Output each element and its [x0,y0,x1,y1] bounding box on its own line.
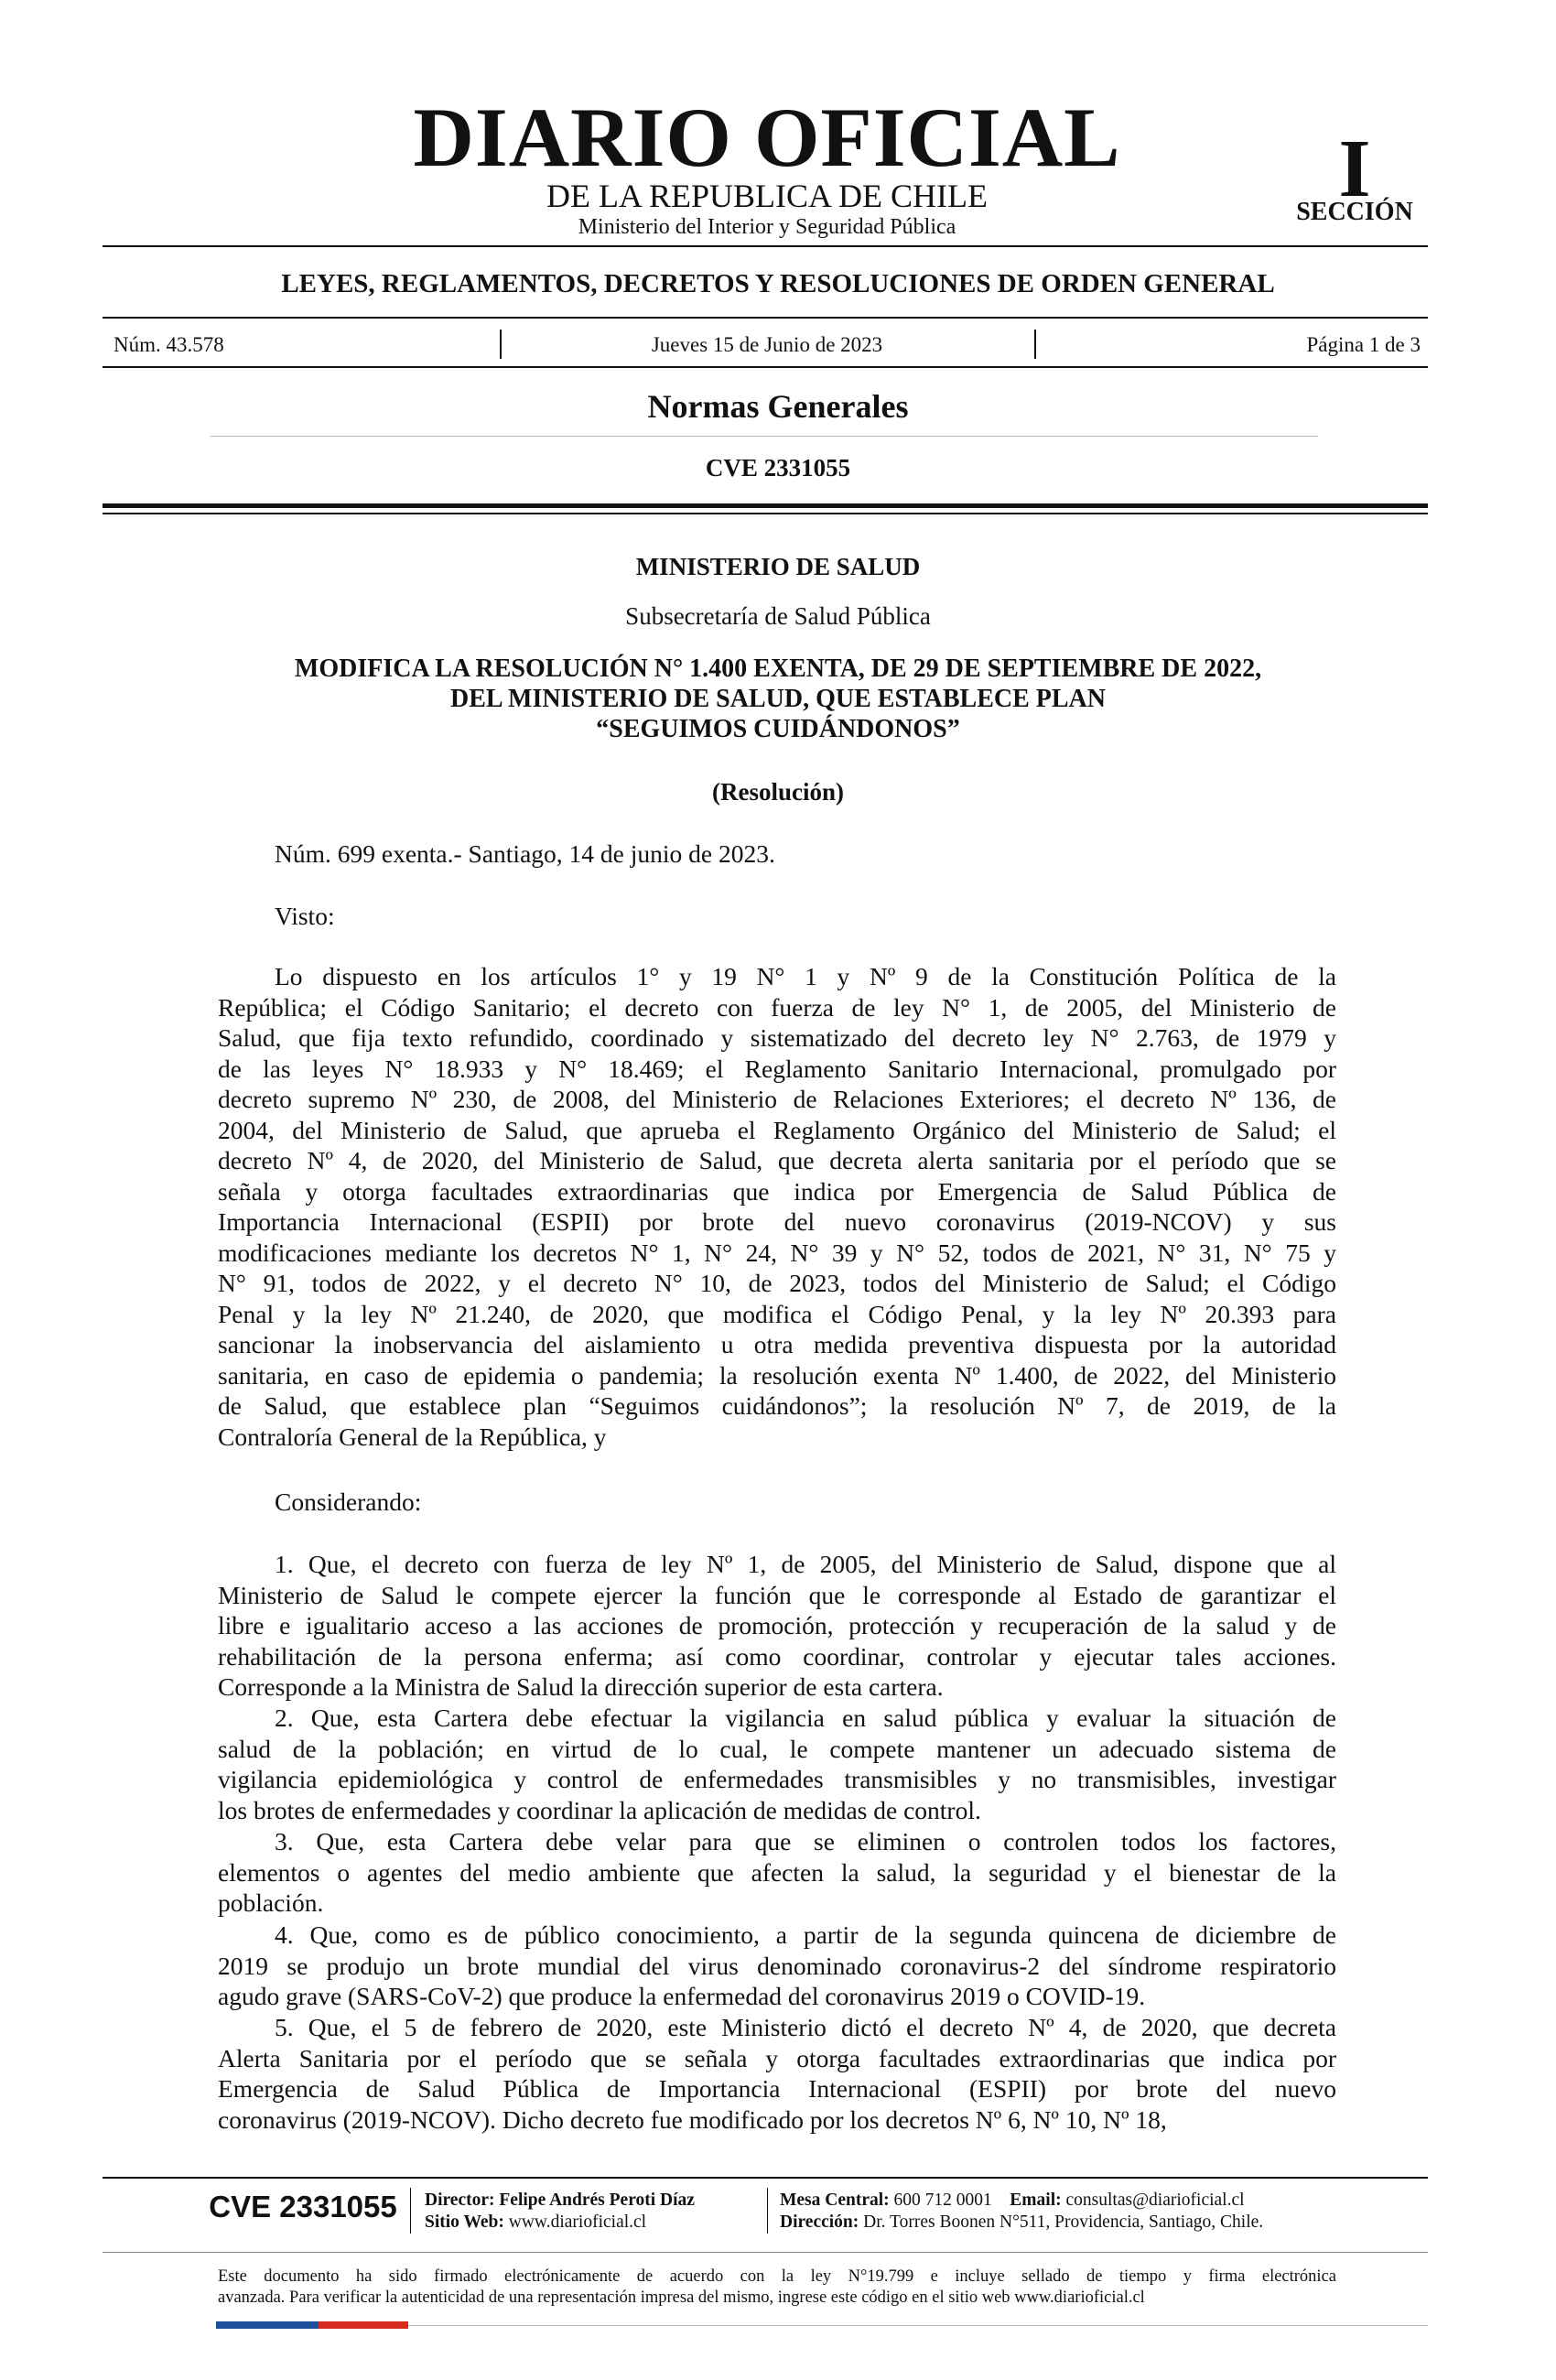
header-double-rule [103,503,1428,508]
paragraph-line: agudo grave (SARS-CoV-2) que produce la enfermedad del coronavirus 2019 o COVID-19. [218,1982,1146,2010]
paragraph-line: población. [218,1888,324,1917]
paragraph-line: decreto Nº 4, de 2020, del Ministerio de Salud, que decreta alerta sanitaria por el período que se [218,1146,1336,1174]
subsecretaria-name: Subsecretaría de Salud Pública [625,602,931,630]
considerando-label: Considerando: [275,1488,422,1516]
paragraph-line: 1. Que, el decreto con fuerza de ley Nº 1, de 2005, del Ministerio de Salud, dispone que al [275,1550,1336,1578]
paragraph-line: elementos o agentes del medio ambiente que afecten la salud, la seguridad y el bienestar de la [218,1857,1336,1887]
footer-website [425,2212,646,2234]
paragraph-line: Lo dispuesto en los artículos 1° y 19 N° 1 y Nº 9 de la Constitución Política de la [275,962,1336,990]
considerando-paragraph [218,1920,1336,2012]
considerando-paragraph [218,2012,1336,2135]
paragraph-line: Alerta Sanitaria por el período que se señala y otorga facultades extraordinarias que indica por [218,2043,1336,2072]
footer-website-link[interactable]: www.diarioficial.cl [508,2212,647,2232]
resolution-type: (Resolución) [712,778,844,806]
paragraph-line: N° 91, todos de 2022, y el decreto N° 10, de 2023, todos del Ministerio de Salud; el Código [218,1269,1336,1297]
paragraph-line: República; el Código Sanitario; el decreto con fuerza de ley N° 1, de 2005, del Ministerio de [218,992,1336,1022]
footer-phone: 600 712 0001 [893,2191,992,2210]
paragraph-line: sanitaria, en caso de epidemia o pandemia; la resolución exenta Nº 1.400, de 2022, del Ministerio [218,1360,1336,1390]
paragraph-line: de las leyes N° 18.933 y N° 18.469; el Reglamento Sanitario Internacional, promulgado por [218,1054,1336,1083]
paragraph-line: coronavirus (2019-NCOV). Dicho decreto fue modificado por los decretos Nº 6, Nº 10, Nº 18, [218,2104,1167,2134]
resolution-title-line: DEL MINISTERIO DE SALUD, QUE ESTABLECE PLAN [450,685,1106,713]
footer-note-rule [103,2252,1428,2253]
issue-number: Núm. 43.578 [113,333,224,356]
footer-bottom-rule [408,2325,1428,2326]
paragraph-line: 4. Que, como es de público conocimiento, a partir de la segunda quincena de diciembre de [275,1920,1336,1949]
masthead-subtitle: DE LA REPUBLICA DE CHILE [546,178,988,214]
section-banner: LEYES, REGLAMENTOS, DECRETOS Y RESOLUCIONES DE ORDEN GENERAL [281,269,1275,298]
considerando-paragraph [218,1549,1336,1703]
paragraph-line: 2004, del Ministerio de Salud, que aprueba el Reglamento Orgánico del Ministerio de Salud; el [218,1115,1336,1144]
section-label: SECCIÓN [1296,198,1413,226]
cve-heading: CVE 2331055 [705,454,851,481]
paragraph-line: decreto supremo Nº 230, de 2008, del Ministerio de Relaciones Exteriores; el decreto Nº 136, de [218,1085,1336,1113]
footer-note [218,2266,1336,2309]
masthead-rule [103,245,1428,247]
footer-note-line: avanzada. Para verificar la autenticidad de una representación impresa del mismo, ingrese este código en el sitio web www.diarioficial.cl [218,2288,1145,2307]
ministry-name: MINISTERIO DE SALUD [635,553,921,580]
footer-email-label: Email: [1010,2191,1062,2210]
paragraph-line: Contraloría General de la República, y [218,1422,607,1451]
footer-rule [103,2177,1428,2179]
footer-director-label: Director: [425,2191,495,2210]
footer-contact [780,2190,1245,2212]
paragraph-line: modificaciones mediante los decretos N° 1, N° 24, N° 39 y N° 52, todos de 2021, N° 31, N° 75 y [218,1238,1336,1267]
section-heading: Normas Generales [647,388,909,425]
paragraph-line: señala y otorga facultades extraordinarias que indica por Emergencia de Salud Pública de [218,1176,1336,1206]
paragraph-line: salud de la población; en virtud de lo cual, le compete mantener un adecuado sistema de [218,1734,1336,1763]
header-double-rule [103,513,1428,514]
footer-address-label: Dirección: [780,2212,859,2232]
considerando-paragraph [218,1703,1336,1825]
footer-note-line: Este documento ha sido firmado electrónicamente de acuerdo con la ley N°19.799 e incluye sellado de tiempo y firma electrónica [218,2267,1336,2286]
masthead-ministry: Ministerio del Interior y Seguridad Pública [578,215,956,239]
flag-strip [216,2321,408,2329]
considerando-paragraph [218,1826,1336,1919]
issue-row [113,333,1421,361]
footer-website-label: Sitio Web: [425,2212,504,2232]
paragraph-line: 5. Que, el 5 de febrero de 2020, este Ministerio dictó el decreto Nº 4, de 2020, que decreta [275,2013,1336,2041]
paragraph-line: de Salud, que establece plan “Seguimos cuidándonos”; la resolución Nº 7, de 2019, de la [218,1391,1336,1420]
footer-phone-label: Mesa Central: [780,2191,890,2210]
paragraph-line: rehabilitación de la persona enferma; así como coordinar, controlar y ejecutar tales acciones. [218,1641,1336,1671]
paragraph-line: vigilancia epidemiológica y control de enfermedades transmisibles y no transmisibles, investigar [218,1765,1336,1793]
paragraph-line: los brotes de enfermedades y coordinar la aplicación de medidas de control. [218,1795,981,1824]
issue-separator [500,330,502,359]
paragraph-line: Emergencia de Salud Pública de Importancia Internacional (ESPII) por brote del nuevo [218,2074,1336,2103]
resolution-title [183,654,1373,744]
footer-director-name: Felipe Andrés Peroti Díaz [499,2191,695,2210]
banner-rule [103,317,1428,319]
issue-rule [103,366,1428,368]
paragraph-line: 2. Que, esta Cartera debe efectuar la vigilancia en salud pública y evaluar la situación de [275,1704,1336,1732]
issue-separator [1034,330,1036,359]
paragraph-line: Penal y la ley Nº 21.240, de 2020, que modifica el Código Penal, y la ley Nº 20.393 para [218,1299,1336,1328]
issue-page: Página 1 de 3 [1306,333,1421,356]
issue-date: Jueves 15 de Junio de 2023 [651,333,883,356]
paragraph-line: Ministerio de Salud le compete ejercer la función que le corresponde al Estado de garantizar el [218,1580,1336,1609]
footer-separator [767,2188,768,2234]
flag-stripe-red [319,2321,408,2329]
flag-stripe-blue [216,2321,319,2329]
footer-email-link[interactable]: consultas@diarioficial.cl [1065,2191,1245,2210]
footer-address [780,2212,1263,2234]
paragraph-line: Salud, que fija texto refundido, coordinado y sistematizado del decreto ley N° 2.763, de 1979 y [218,1023,1336,1052]
paragraph-line: 2019 se produjo un brote mundial del virus denominado coronavirus-2 del síndrome respiratorio [218,1951,1336,1980]
masthead-title: DIARIO OFICIAL [413,91,1121,184]
visto-paragraph [218,961,1336,1452]
footer-director [425,2190,695,2212]
paragraph-line: sancionar la inobservancia del aislamiento u otra medida preventiva dispuesta por la autoridad [218,1330,1336,1358]
resolution-title-line: MODIFICA LA RESOLUCIÓN N° 1.400 EXENTA, DE 29 DE SEPTIEMBRE DE 2022, [294,654,1262,683]
paragraph-line: Corresponde a la Ministra de Salud la dirección superior de esta cartera. [218,1672,944,1701]
footer-cve: CVE 2331055 [209,2190,397,2223]
section-numeral: I [1338,124,1371,214]
paragraph-line: libre e igualitario acceso a las acciones de promoción, protección y recuperación de la salud y de [218,1611,1336,1639]
resolution-title-line: “SEGUIMOS CUIDÁNDONOS” [596,715,960,743]
paragraph-line: 3. Que, esta Cartera debe velar para que se eliminen o controlen todos los factores, [275,1827,1336,1855]
heading-divider [211,436,1318,437]
footer-separator [410,2188,411,2234]
footer-address-text: Dr. Torres Boonen N°511, Providencia, Santiago, Chile. [863,2212,1264,2232]
visto-label: Visto: [275,902,335,930]
resolution-number: Núm. 699 exenta.- Santiago, 14 de junio de 2023. [275,839,775,868]
paragraph-line: Importancia Internacional (ESPII) por brote del nuevo coronavirus (2019-NCOV) y sus [218,1207,1336,1236]
